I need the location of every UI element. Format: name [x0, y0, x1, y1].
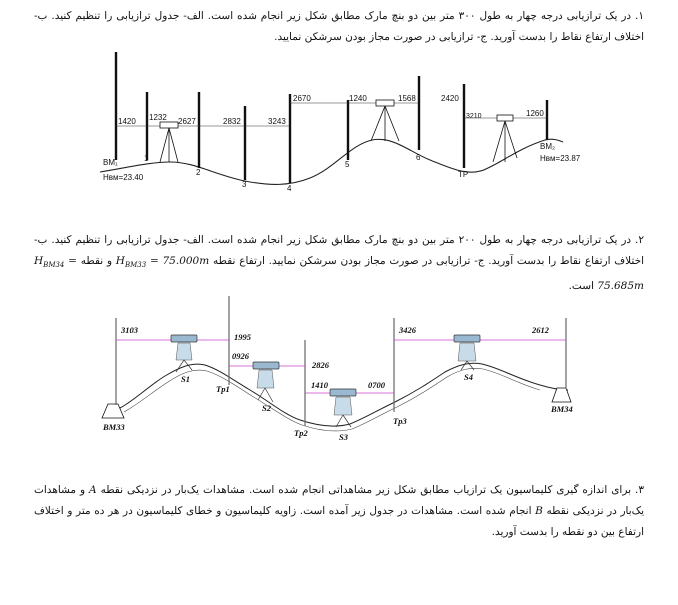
- reading-1232: 1232: [149, 113, 167, 122]
- problem-3-text-a: برای اندازه گیری کلیماسیون یک ترازیاب مطابق شکل زیر مشاهداتی انجام شده است. مشاهدات یک‌بار در نزدیکی نقطه: [100, 484, 632, 496]
- problem-2-and: و نقطه: [80, 255, 113, 267]
- problem-3-text-b: و مشاهدات یک‌بار در نزدیکی نقطه: [34, 484, 645, 517]
- reading-1410: 1410: [311, 380, 328, 390]
- bm1-elevation: Hʙᴍ=23.40: [103, 173, 144, 182]
- reading-1240: 1240: [349, 94, 367, 103]
- reading-1568: 1568: [398, 94, 416, 103]
- reading-0926: 0926: [232, 351, 249, 361]
- bm34-marker: [552, 318, 571, 402]
- point-5-label: 5: [345, 160, 350, 169]
- reading-1420: 1420: [118, 117, 136, 126]
- h-bm34-formula: $H_{BM34} = 75.685m$: [34, 255, 644, 293]
- problem-2-end: است.: [568, 280, 594, 293]
- figure-1: [100, 52, 581, 193]
- figure-2: [102, 296, 573, 442]
- reading-3210: 3210: [466, 113, 482, 120]
- station-s2-label: S2: [262, 403, 271, 413]
- tp1-label: Tp1: [216, 384, 230, 394]
- ground-profile-1: [100, 139, 563, 184]
- point-6-label: 6: [416, 153, 421, 162]
- point-1-label: 1: [144, 154, 149, 163]
- reading-2826: 2826: [312, 360, 329, 370]
- point-2-label: 2: [196, 168, 201, 177]
- point-a-label: A: [89, 484, 97, 496]
- bm33-label: BM33: [103, 422, 125, 432]
- reading-2670: 2670: [293, 94, 311, 103]
- problem-2-number: ۲.: [635, 234, 644, 246]
- problem-1-text: در یک ترازیابی درجه چهار به طول ۳۰۰ متر بین دو بنچ مارک مطابق شکل زیر انجام شده است. الف- جدول ترازیابی را تنظیم کنید. ب- اختلاف ارتفاع نقاط را بدست آورید. ج- ترازیابی در صورت مجاز بودن سرشکن نمایید.: [34, 10, 644, 43]
- reading-2420: 2420: [441, 94, 459, 103]
- reading-1995: 1995: [234, 332, 251, 342]
- bm34-label: BM34: [551, 404, 573, 414]
- reading-2612: 2612: [532, 325, 549, 335]
- reading-0700: 0700: [368, 380, 385, 390]
- station-s4-instrument: [454, 335, 480, 370]
- problem-1-number: ۱.: [635, 10, 644, 22]
- bm2-elevation: Hʙᴍ=23.87: [540, 154, 581, 163]
- problem-3-number: ۳.: [635, 484, 644, 496]
- bm1-label: BM₁: [103, 158, 118, 167]
- reading-3426: 3426: [399, 325, 416, 335]
- problem-2-text: در یک ترازیابی درجه چهار به طول ۲۰۰ متر بین دو بنچ مارک مطابق شکل زیر انجام شده است. الف- جدول ترازیابی را تنظیم کنید. ب- اختلاف ارتفاع نقاط را بدست آورید. ج- ترازیابی در صورت مجاز بودن سرشکن نمایید. ارتفاع نقطه: [34, 234, 645, 267]
- level-instrument-1a: [160, 122, 178, 162]
- station-s1-label: S1: [181, 374, 190, 384]
- point-4-label: 4: [287, 184, 292, 193]
- station-s3-instrument: [330, 389, 356, 427]
- reading-3103: 3103: [121, 325, 138, 335]
- station-s3-label: S3: [339, 432, 348, 442]
- bm2-label: BM₂: [540, 142, 556, 151]
- tp3-label: Tp3: [393, 416, 407, 426]
- h-bm33-formula: $H_{BM33} = 75.000m$: [115, 255, 210, 270]
- tp2-label: Tp2: [294, 428, 308, 438]
- reading-2832: 2832: [223, 117, 241, 126]
- level-instrument-1c: [493, 115, 517, 162]
- level-instrument-1b: [371, 100, 399, 141]
- point-tp-label: TP: [458, 170, 469, 179]
- reading-2627: 2627: [178, 117, 196, 126]
- reading-3243: 3243: [268, 117, 286, 126]
- problem-3-text-c: انجام شده است. مشاهدات در جدول زیر آمده است. زاویه کلیماسیون و خطای کلیماسیون در هر ده متر و اختلاف ارتفاع بین دو نقطه را بدست آورید.: [34, 505, 644, 538]
- station-s4-label: S4: [464, 372, 473, 382]
- station-s2-instrument: [253, 362, 279, 402]
- reading-1260: 1260: [526, 109, 544, 118]
- point-b-label: B: [535, 505, 543, 517]
- point-3-label: 3: [242, 180, 247, 189]
